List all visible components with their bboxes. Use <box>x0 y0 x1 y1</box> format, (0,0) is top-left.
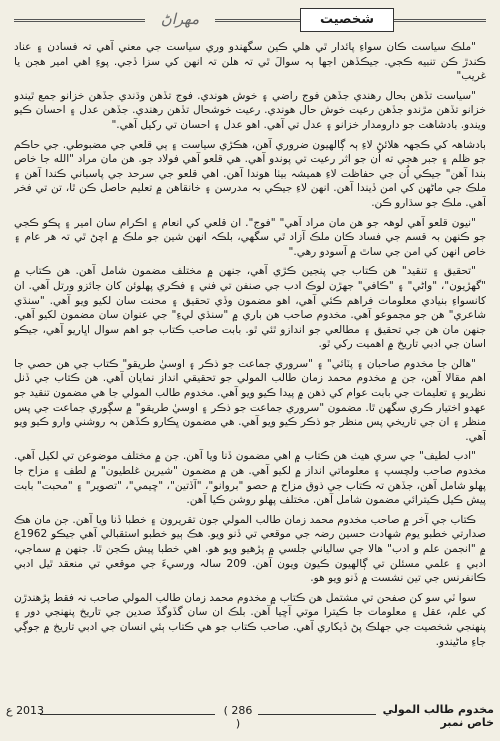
paragraph: بادشاهہ کي ڪجهہ هلائڻ لاءِ ٻہ ڳالهيون ضروري آهن، هڪڙي سياست ۽ ٻي قلعي جي مضبوطي. جي حاڪم جو ظلم ۽ جبر هجي ته اُن جو اثر رعيت تي پوندو آهي. هي قلعو آهي فولاد جو. هن مان مراد "الله جا خاص بندا آهن" جيڪي اُن جي حفاظت لاءِ هميشہ بيٺا هوندا آهن. اهي قلعو جي سرحد جي پاسباني ڪندا آهن ۽ ملڪ جي ماڻهن کي امن ڏيندا آهن. انهن لاءِ جيڪي بہ مدرسن ۽ خانقاهن ۾ تعليم حاصل ڪن ٿا، تن تي فخر آهي. ملڪ جو سڌارو ڪن. <box>14 138 486 209</box>
footer-year: 2013 ع <box>6 704 45 717</box>
page-footer <box>0 700 500 741</box>
page-header <box>0 0 500 40</box>
paragraph: "هالن جا مخدوم صاحبان ۽ پٽائي" ۽ "سروري جماعت جو ذڪر ۽ اوسيٰ طريقو" ڪتاب جي هن حصي جا اهم مقالا آهن، جن ۾ مخدوم محمد زمان طالب المولي جو تحقيقي انداز نمايان آهي. هن ڪتاب جي ڏنل نظريو ۽ تعليمات جي بابت عوام کي ذهن ۾ پيدا ڪيو ويو آهي. مخدوم طالب المولي جا هي مضمون تنقيد جو عهدو اختيار ڪري سگهن ٿا. مضمون "سروري جماعت جو ذڪر ۽ اوسيٰ طريقو" ۾ سڳوري جماعت جي پس منظر ۽ ان جي تاريخي پس منظر جو ذڪر ڪيو ويو آهي. هي مضمون ڀڪارو ڪڏهن بہ روشني وارو ڪيو ويو آهي. <box>14 357 486 443</box>
footer-rule <box>258 714 376 715</box>
paragraph: "ملڪ سياست ڪان سواءِ پائدار ٿي هلي ڪين سگهندو وري سياست جي معني آهي تہ فسادن ۽ عناد ڪندڙ ڪن تنبيه ڪجي. جيڪڏهن اجها ٻہ سوالَ ٿي تہ هلن تہ انهن کي سزا ڏجي. پوءِ اهي امير هجن يا غريب" <box>14 41 486 83</box>
section-label: شخصيت <box>300 8 394 32</box>
paragraph: "نيون قلعو آهي لوهہ جو هن مان مراد آهي" "فوج". ان قلعي کي انعام ۽ اڪرام سان امير ۽ پڪو ڪجي جو ڪنهن بہ قسم جي فساد ڪان ملڪ آزاد ٿي سگهي، بلڪہ انهن شين جو ملڪ ۾ اچڻ ٿي تہ هر عام ۽ خاص انهن کي امن جي ساٿ ۾ آسودو رهي." <box>14 216 486 258</box>
paragraph: "ادب لطيف" جي سري هيٺ هن ڪتاب ۾ اهي مضمون ڏنا ويا آهن. جن ۾ مختلف موضوعن تي لکيل آهي. مخدوم صاحب ولچسپ ۽ معلوماتي انداز ۾ لکيو آهي. هن ۾ مضمون "شيرين غلطيون" ۾ لطف ۽ مزاح جا پهلو شامل آهن، جڏهن تہ ڪتاب جي ذوق مزاح ۾ حصو "بروانو"، "آڏتين"، "ڇيمي"، "تصوير" ۽ "محبت" بابت پيش ڪيل ڪيترائي مضمون شامل آهن. مختلف پهلو روشن ڪيا آهن. <box>14 450 486 507</box>
paragraph: سوا ٽي سو کن صفحن تي مشتمل هن ڪتاب ۾ مخدوم محمد زمان طالب المولي صاحب نہ فقط پڙهندڙن کي علم، عقل ۽ معلومات جا ڪيترا موتي آڇيا آهن. بلڪ ان سان گڏوگڏ صدين جي تاريخ پنهنجي دور ۽ پنهنجي شخصيت جي جهلڪ پڻ ڏيکاري آهي. صاحب ڪتاب جو هي ڪتاب ٻئي انسان جي ادبي تاريخ ۾ جوڳي جاءِ ماڻيندو. <box>14 591 486 648</box>
page-number: ( 286 ) <box>223 704 253 730</box>
header-rule <box>14 19 486 22</box>
article-body <box>14 40 486 695</box>
issue-title: مخدوم طالب المولي خاص نمبر <box>382 703 494 729</box>
magazine-logo: مهراڻ <box>145 9 215 29</box>
paragraph: "سياست تڏهن بحال رهندي جڏهن فوج راضي ۽ خوش هوندي. فوج تڏهن وڌندي جڏهن خزانو جمع ٿيندو خزانو تڏهن مڙندو جڏهن رعيت خوش حال هوندي. رعيت خوشحال تڏهن رهندي. جڏهن عدل ۽ احسان ڪيو ويندو. بادشاهت جو دارومدار خزانو ۽ عدل تي آهي. اهو عدل ۽ احسان تي رکيل آهي." <box>14 89 486 131</box>
footer-rule <box>40 714 215 715</box>
paragraph: "تحقيق ۽ تنقيد" هن ڪتاب جي پنجين ڪڙي آهي، جنهن ۾ مختلف مضمون شامل آهن. هن ڪتاب ۾ "گهڙيون"، "واڻي" ۽ "ڪافي" جهڙن لوڪ ادب جي صنفن تي فني ۽ فڪري پهلوئن کان جائزو ورتل آهي. ان کانسواءِ بنيادي معلومات فراهم ڪئي آهي، اهو مضمون وڏي تحقيق ۽ محنت سان لکيو ويو آهي. "سنڌي شاعري" هن جو مجموعو آهي. مخدوم صاحب هن باري ۾ "سنڌي ليءِ" جي عنوان سان مضمون لکيو آهي. جنهن مان هن جي تحقيق ۽ مطالعي جو اندازو ٿئي ٿو. بابت صاحب ڪتاب جو اهم سوال اڀاريو آهي، جيڪو اسان جي ادبي تاريخ ۾ اهميت رکي ٿو. <box>14 265 486 351</box>
paragraph: ڪتاب جي آخر ۾ صاحب مخدوم محمد زمان طالب المولي جون تقريرون ۽ خطبا ڏنا ويا آهن. جن مان هڪ صدارتي خطبو يوم شهادت حسين رضہ جي موقعي تي ڏنو ويو. هڪ ٻيو خطبو استقبالي آهي جيڪو 1962ع ۾ "انجمن علم و ادب" هالا جي سالياني جلسي ۾ پڙهيو ويو هو. اهي خطبا پيش ڪجن ٿا. جنهن ۾ سماجي، ادبي ۽ علمي مسئلن تي ڳالهيون ڪيون ويون آهن. 209 سالہ ورسيءَ جي موقعي تي منعقد ٿيل ادبي ڪانفرنس جي تين نشست ۾ ڏنو ويو هو. <box>14 513 486 585</box>
